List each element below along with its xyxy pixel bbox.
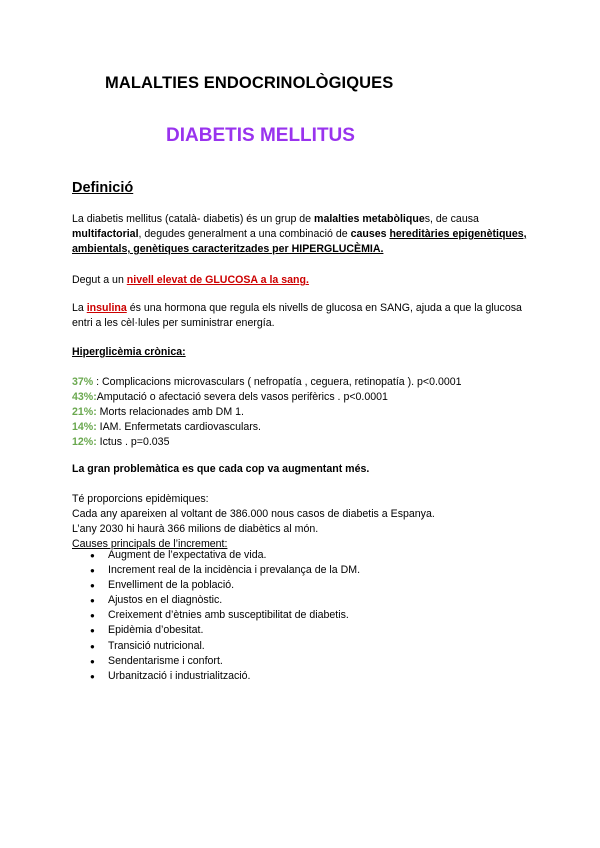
list-item (72, 639, 360, 654)
list-item (72, 593, 360, 608)
stat-line (72, 375, 532, 390)
bullet-icon: ● (90, 566, 95, 576)
cause-text: Increment real de la incidència i prevalança de la DM. (108, 564, 361, 577)
def-text-1: La diabetis mellitus (català- diabetis) és un grup de (72, 213, 315, 225)
stat-percent: 21%: (72, 406, 97, 418)
bullet-icon: ● (90, 641, 95, 651)
cause-text: Ajustos en el diagnòstic. (108, 594, 223, 607)
degut-highlight: nivell elevat de GLUCOSA a la sang. (126, 274, 309, 286)
cause-text: Epidèmia d’obesitat. (108, 624, 204, 637)
stat-text: : Complicacions microvasculars ( nefropatía , ceguera, retinopatía ). p<0.0001 (93, 376, 462, 388)
stat-percent: 12%: (72, 436, 97, 448)
list-item (72, 548, 360, 563)
insulina-text-2: és una hormona que regula els nivells de glucosa en SANG, ajuda a que la glucosa entri a les cèl·lules per suministrar energía. (72, 302, 522, 329)
bullet-icon: ● (90, 611, 95, 621)
bullet-icon: ● (90, 596, 95, 606)
bullet-icon: ● (90, 551, 95, 560)
definition-paragraph (72, 212, 532, 257)
stat-line (72, 390, 532, 405)
cause-text: Creixement d’ètnies amb susceptibilitat de diabetis. (108, 609, 349, 622)
stats-list (72, 375, 532, 450)
stat-percent: 14%: (72, 421, 97, 433)
list-item (72, 654, 360, 669)
insulina-text-1: La (72, 302, 87, 314)
list-item (72, 669, 360, 684)
bullet-icon: ● (90, 626, 95, 636)
proportions-block (72, 492, 532, 552)
problematica-statement: La gran problemàtica es que cada cop va augmentant més. (72, 463, 370, 475)
cause-text: Sendentarisme i confort. (108, 654, 223, 667)
list-item (72, 623, 360, 638)
causes-list (72, 548, 360, 684)
document-subtitle: DIABETIS MELLITUS (166, 125, 355, 146)
def-text-2: s, de causa (424, 213, 479, 225)
stat-line (72, 435, 532, 450)
def-bold-underline: hereditàries epigenètiques, ambientals, genètiques caracteritzades per HIPERGLUCÈMIA. (72, 228, 527, 255)
stat-percent: 43%: (72, 391, 97, 403)
cause-text: Transició nutricional. (108, 639, 205, 652)
stat-text: Morts relacionades amb DM 1. (96, 406, 244, 418)
list-item (72, 608, 360, 623)
proportions-line: L’any 2030 hi haurà 366 milions de diabètics al món. (72, 523, 319, 535)
stat-line (72, 405, 532, 420)
stat-text: Amputació o afectació severa dels vasos perifèrics . p<0.0001 (96, 391, 388, 403)
def-bold-3: causes (350, 228, 390, 240)
proportions-line: Té proporcions epidèmiques: (72, 493, 209, 505)
list-item (72, 578, 360, 593)
document-title: MALALTIES ENDOCRINOLÒGIQUES (105, 74, 394, 92)
list-item (72, 563, 360, 578)
degut-text: Degut a un (72, 274, 127, 286)
stat-text: Ictus . p=0.035 (96, 436, 170, 448)
cause-text: Envelliment de la població. (108, 579, 235, 592)
stat-percent: 37% (72, 376, 94, 388)
insulina-highlight: insulina (86, 302, 127, 314)
hiperglicemia-heading: Hiperglicèmia crònica: (72, 346, 186, 358)
stat-line (72, 420, 532, 435)
bullet-icon: ● (90, 671, 95, 681)
def-text-3: , degudes generalment a una combinació de (138, 228, 351, 240)
bullet-icon: ● (90, 581, 95, 591)
causes-heading: Causes principals de l’increment: (72, 538, 228, 550)
proportions-line: Cada any apareixen al voltant de 386.000 nous casos de diabetis a Espanya. (72, 508, 435, 520)
bullet-icon: ● (90, 656, 95, 666)
cause-text: Augment de l’expectativa de vida. (108, 549, 267, 561)
section-heading-definicio: Definició (72, 180, 134, 196)
insulina-paragraph (72, 301, 532, 331)
cause-text: Urbanització i industrialització. (108, 669, 251, 682)
def-bold-2: multifactorial (72, 228, 139, 240)
stat-text: IAM. Enfermetats cardiovasculars. (96, 421, 261, 433)
degut-paragraph (72, 273, 532, 288)
def-bold-1: malalties metabòlique (314, 213, 425, 225)
